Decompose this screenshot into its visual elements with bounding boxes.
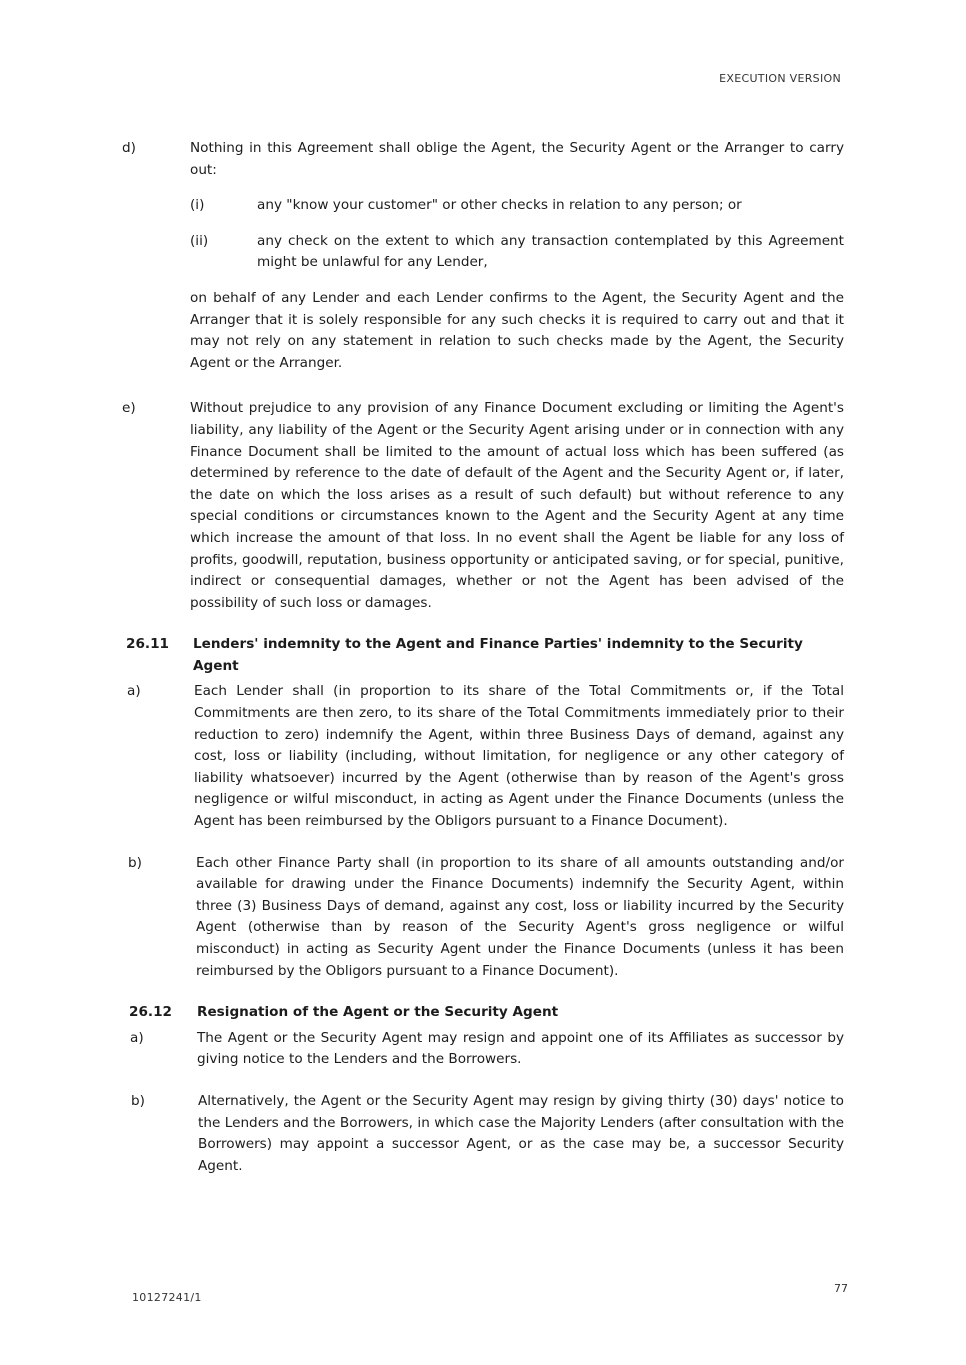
clause-d bbox=[0, 138, 966, 374]
section-title: Lenders' indemnity to the Agent and Finance Parties' indemnity to the Security Agent bbox=[193, 636, 803, 674]
clause-label: b) bbox=[128, 854, 142, 871]
clause-text: Each other Finance Party shall (in proportion to its share of all amounts outstanding and/or available for drawing under the Finance Documents) indemnify the Security Agent, within three (3) Business Days of demand, against any cost, loss or liability incurred by the Security Agent (otherwise than by reason of the Security Agent's gross negligence or wilful misconduct) in acting as Security Agent under the Finance Documents (unless it has been reimbursed by the Obligors pursuant to a Finance Document). bbox=[196, 854, 844, 979]
document-id: 10127241/1 bbox=[132, 1291, 202, 1304]
section-heading-26-12 bbox=[0, 1002, 966, 1024]
clause-26-12-b bbox=[0, 1091, 966, 1177]
clause-text: The Agent or the Security Agent may resign and appoint one of its Affiliates as successor by giving notice to the Lenders and the Borrowers. bbox=[197, 1029, 844, 1068]
clause-text: Alternatively, the Agent or the Security Agent may resign by giving thirty (30) days' notice to the Lenders and the Borrowers, in which case the Majority Lenders (after consultation with the Borrowers) may appoint a successor Agent, or as the case may be, a successor Security Agent. bbox=[198, 1092, 844, 1174]
section-number: 26.11 bbox=[126, 636, 169, 653]
clause-continuation: on behalf of any Lender and each Lender confirms to the Agent, the Security Agent and the Arranger that it is solely responsible for any such checks it is required to carry out and that it may not rely on any statement in relation to such checks made by the Agent, the Security Agent or the Arranger. bbox=[190, 289, 844, 371]
page-number: 77 bbox=[834, 1282, 848, 1295]
clause-label: a) bbox=[127, 683, 141, 700]
clause-text: Each Lender shall (in proportion to its share of the Total Commitments or, if the Total Commitments are then zero, to its share of the Total Commitments immediately prior to their reduction to zero) indemnify the Agent, within three Business Days of demand, against any cost, loss or liability (including, without limitation, for negligence or any other category of liability whatsoever) incurred by the Agent (otherwise than by reason of the Agent's gross negligence or wilful misconduct, in acting as Agent under the Finance Documents (unless the Agent has been reimbursed by the Obligors pursuant to a Finance Document). bbox=[194, 683, 844, 830]
clause-26-12-a bbox=[0, 1028, 966, 1071]
sub-clause-ii bbox=[0, 231, 966, 274]
clause-label: e) bbox=[122, 400, 136, 417]
section-heading-26-11 bbox=[0, 634, 966, 677]
sub-clause-text: any check on the extent to which any transaction contemplated by this Agreement might be unlawful for any Lender, bbox=[257, 232, 844, 271]
section-number: 26.12 bbox=[129, 1004, 172, 1021]
sub-clause-label: (ii) bbox=[190, 232, 209, 249]
clause-label: b) bbox=[131, 1092, 145, 1109]
clause-26-11-a bbox=[0, 681, 966, 832]
execution-version-header: EXECUTION VERSION bbox=[719, 72, 841, 85]
clause-label: d) bbox=[122, 140, 136, 156]
sub-clause-i bbox=[0, 195, 966, 217]
clause-text: Without prejudice to any provision of any Finance Document excluding or limiting the Agent's liability, any liability of the Agent or the Security Agent arising under or in connection with any Finance Document shall be limited to the amount of actual loss which has been suffered (as determined by reference to the date of default of the Agent and the Security Agent or, if later, the date on which the loss arises as a result of such default) but without reference to any special conditions or circumstances known to the Agent and the Security Agent at any time which increase the amount of that loss. In no event shall the Agent be liable for any loss of profits, goodwill, reputation, business opportunity or anticipated saving, or for special, punitive, indirect or consequential damages, whether or not the Agent has been advised of the possibility of such loss or damages. bbox=[190, 400, 844, 611]
clause-26-11-b bbox=[0, 853, 966, 983]
clause-text: Nothing in this Agreement shall oblige the Agent, the Security Agent or the Arranger to carry out: bbox=[190, 140, 844, 178]
clause-label: a) bbox=[130, 1029, 144, 1046]
sub-clause-label: (i) bbox=[190, 197, 205, 214]
section-title: Resignation of the Agent or the Security Agent bbox=[197, 1004, 559, 1021]
sub-clause-text: any "know your customer" or other checks in relation to any person; or bbox=[257, 197, 742, 214]
clause-e bbox=[0, 398, 966, 614]
document-body bbox=[0, 138, 966, 1194]
